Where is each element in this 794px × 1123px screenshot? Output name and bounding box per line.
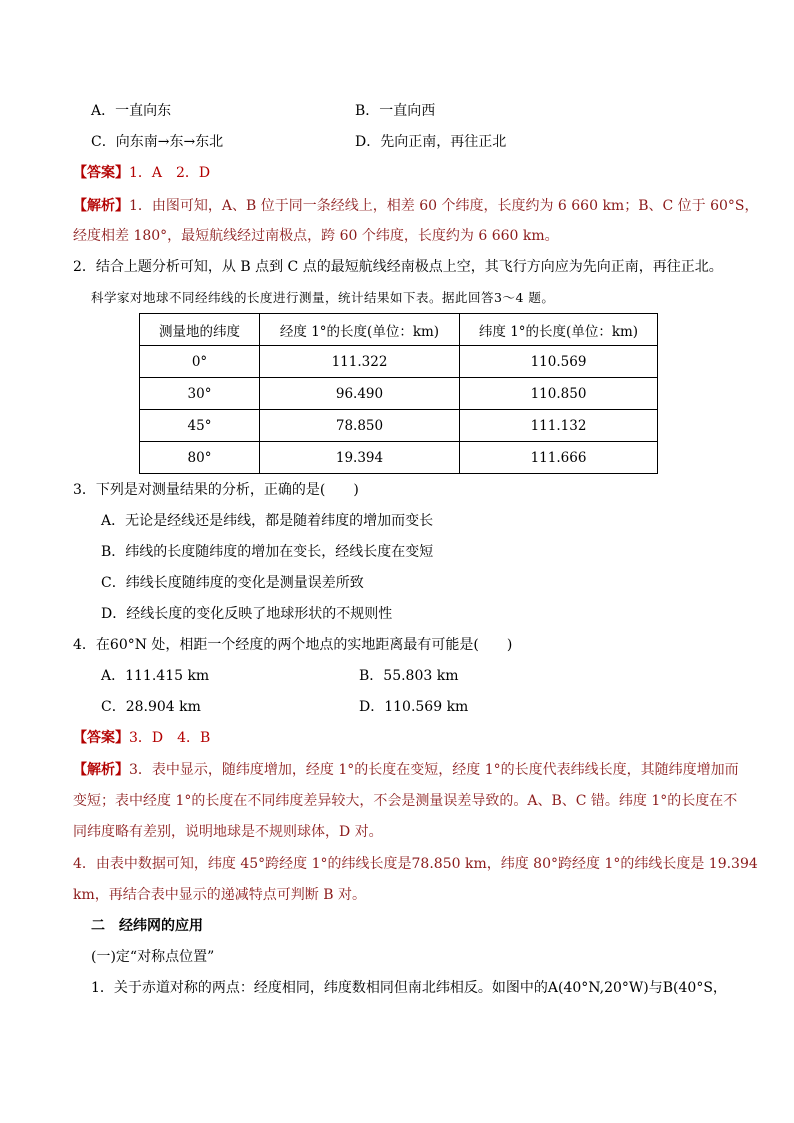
- analysis-1-line2: 经度相差 180°，最短航线经过南极点，跨 60 个纬度，长度约为 6 660 km。: [73, 228, 559, 244]
- answer-tag: 【答案】: [73, 165, 129, 181]
- analysis-text: 1．由图可知，A、B 位于同一条经线上，相差 60 个纬度，长度约为 6 660 km；B、C 位于 60°S，: [129, 198, 759, 214]
- table-row: [140, 378, 658, 410]
- table-cell: 111.666: [460, 442, 658, 474]
- question-intro: 科学家对地球不同经纬线的长度进行测量，统计结果如下表。据此回答3～4 题。: [91, 290, 555, 305]
- table-cell: 110.850: [460, 378, 658, 410]
- section-paragraph: 1．关于赤道对称的两点：经度相同，纬度数相同但南北纬相反。如图中的A(40°N,20°W)与B(40°S，: [91, 980, 727, 996]
- analysis-1-line3: 2．结合上题分析可知，从 B 点到 C 点的最短航线经南极点上空，其飞行方向应为先向正南，再往正北。: [73, 259, 723, 275]
- table-cell: 0°: [140, 346, 260, 378]
- q3-option-d: D．经线长度的变化反映了地球形状的不规则性: [101, 606, 393, 622]
- analysis-tag: 【解析】: [73, 198, 129, 214]
- table-cell: 111.322: [260, 346, 460, 378]
- table-cell: 96.490: [260, 378, 460, 410]
- table-cell: 80°: [140, 442, 260, 474]
- table-header: 测量地的纬度: [140, 314, 260, 346]
- q2-option-b: B．一直向西: [355, 103, 436, 119]
- table-cell: 110.569: [460, 346, 658, 378]
- table-header: 纬度 1°的长度(单位：km): [460, 314, 658, 346]
- table-cell: 30°: [140, 378, 260, 410]
- q4-option-d: D．110.569 km: [359, 699, 469, 715]
- q3-option-b: B．纬线的长度随纬度的增加在变长，经线长度在变短: [101, 544, 434, 560]
- analysis-text: 3．表中显示，随纬度增加，经度 1°的长度在变短，经度 1°的长度代表纬线长度，其随纬度增加而: [129, 762, 739, 778]
- analysis-1-line1: [73, 196, 759, 216]
- section-subheading: (一)定“对称点位置”: [91, 949, 215, 965]
- q4-stem: 4．在60°N 处，相距一个经度的两个地点的实地距离最有可能是( ): [73, 637, 513, 653]
- table-row: [140, 346, 658, 378]
- answer-block-1: [73, 163, 210, 183]
- table-cell: 78.850: [260, 410, 460, 442]
- answer-text: 3．D 4．B: [129, 730, 211, 746]
- q4-option-b: B．55.803 km: [359, 668, 459, 684]
- analysis-tag: 【解析】: [73, 762, 129, 778]
- q2-option-c: C．向东南→东→东北: [91, 134, 224, 150]
- analysis-2-line5: km，再结合表中显示的递减特点可判断 B 对。: [73, 887, 366, 903]
- q4-option-c: C．28.904 km: [101, 699, 201, 715]
- table-row: [140, 442, 658, 474]
- analysis-2-line3: 同纬度略有差别，说明地球是不规则球体，D 对。: [73, 824, 383, 840]
- answer-tag: 【答案】: [73, 730, 129, 746]
- q2-option-a: A．一直向东: [91, 103, 172, 119]
- table-header-row: [140, 314, 658, 346]
- table-cell: 19.394: [260, 442, 460, 474]
- q2-option-d: D．先向正南，再往正北: [355, 134, 507, 150]
- table-cell: 111.132: [460, 410, 658, 442]
- q3-option-c: C．纬线长度随纬度的变化是测量误差所致: [101, 575, 364, 591]
- answer-block-2: [73, 728, 210, 748]
- table-row: [140, 410, 658, 442]
- section-heading: 二 经纬网的应用: [91, 918, 203, 934]
- table-header: 经度 1°的长度(单位：km): [260, 314, 460, 346]
- analysis-2-line2: 变短；表中经度 1°的长度在不同纬度差异较大，不会是测量误差导致的。A、B、C 错。纬度 1°的长度在不: [73, 793, 738, 809]
- measurement-table: [139, 313, 658, 474]
- answer-text: 1．A 2．D: [129, 165, 211, 181]
- analysis-2-line1: [73, 760, 739, 780]
- q3-option-a: A．无论是经线还是纬线，都是随着纬度的增加而变长: [101, 513, 434, 529]
- table-cell: 45°: [140, 410, 260, 442]
- q3-stem: 3．下列是对测量结果的分析，正确的是( ): [73, 482, 359, 498]
- q4-option-a: A．111.415 km: [101, 668, 210, 684]
- analysis-2-line4: 4．由表中数据可知，纬度 45°跨经度 1°的纬线长度是78.850 km，纬度 80°跨经度 1°的纬线长度是 19.394: [73, 856, 758, 872]
